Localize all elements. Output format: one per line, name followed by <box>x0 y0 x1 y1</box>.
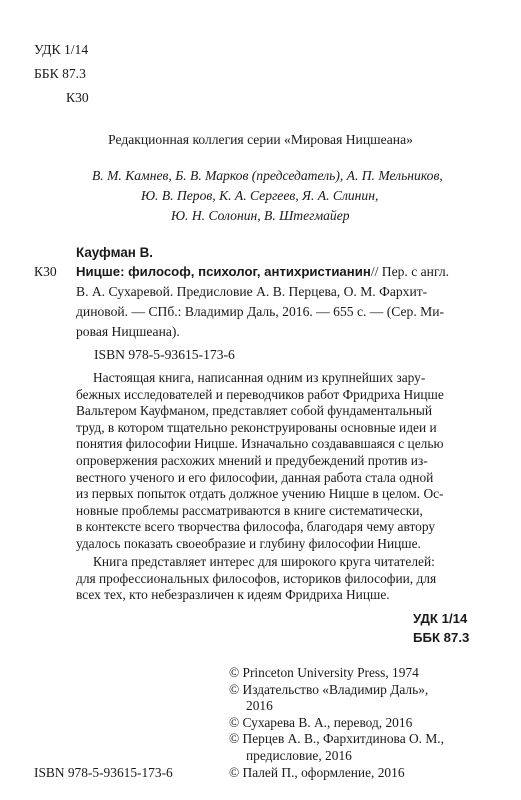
abstract-line: Настоящая книга, написанная одним из крупнейших зару- <box>93 370 426 385</box>
record-author-mark: К30 <box>34 264 57 279</box>
record-line-3: диновой. — СПб.: Владимир Даль, 2016. — 655 с. — (Сер. Ми- <box>76 304 445 319</box>
record-title-line <box>76 264 449 280</box>
copyright-line: 2016 <box>246 698 273 714</box>
record-author: Кауфман В. <box>76 245 153 260</box>
abstract-line: в контексте всего творчества философа, благодаря чему автору <box>76 519 436 535</box>
abstract-paragraph-1 <box>76 370 444 553</box>
copyright-line: © Сухарева В. А., перевод, 2016 <box>229 714 413 730</box>
copyright-line: © Палей П., оформление, 2016 <box>229 764 405 780</box>
copyright-line: предисловие, 2016 <box>246 747 352 763</box>
copyright-line: © Princeton University Press, 1974 <box>229 665 419 680</box>
copyright-block <box>229 665 444 781</box>
board-members-line-1: В. М. Камнев, Б. В. Марков (председатель), А. П. Мельников, <box>92 168 443 183</box>
bottom-isbn: ISBN 978-5-93615-173-6 <box>34 765 173 780</box>
abstract-paragraph-2 <box>76 554 436 604</box>
abstract-line: понятия философии Ницше. Изначально создававшаяся с целью <box>76 436 444 452</box>
record-title-rest: // Пер. с англ. <box>370 264 450 279</box>
abstract-line: бежных исследователей и переводчиков работ Фридриха Ницше <box>76 386 444 402</box>
author-mark: К30 <box>66 90 89 105</box>
record-title: Ницше: философ, психолог, антихристианин <box>76 264 371 279</box>
record-isbn: ISBN 978-5-93615-173-6 <box>94 347 235 362</box>
abstract-line: вестного ученого и его философии, данная работа стала одной <box>76 469 434 485</box>
footer-bbk-code: ББК 87.3 <box>413 630 470 645</box>
abstract-line: новные проблемы рассматриваются в книге систематически, <box>76 502 423 518</box>
board-members-line-3: Ю. Н. Солонин, В. Штегмайер <box>171 208 350 223</box>
board-title: Редакционная коллегия серии «Мировая Ницшеана» <box>108 132 413 147</box>
abstract-line: всех тех, кто небезразличен к идеям Фридриха Ницше. <box>76 587 390 603</box>
abstract-line: Вальтером Кауфманом, представляет собой фундаментальный <box>76 403 433 419</box>
abstract-line: опровержения расхожих мнений и предубеждений против из- <box>76 452 428 468</box>
abstract-line: труд, в котором тщательно реконструированы основные идеи и <box>76 419 437 435</box>
abstract-line: из первых попыток отдать должное учению Ницше в целом. Ос- <box>76 486 444 502</box>
record-line-2: В. А. Сухаревой. Предисловие А. В. Перцева, О. М. Фархит- <box>76 284 428 299</box>
bbk-code: ББК 87.3 <box>34 66 86 81</box>
copyright-line: © Издательство «Владимир Даль», <box>229 681 429 697</box>
footer-udk-code: УДК 1/14 <box>413 611 468 626</box>
abstract-line: для профессиональных философов, историков философии, для <box>76 570 437 586</box>
abstract-line: Книга представляет интерес для широкого круга читателей: <box>93 554 435 569</box>
abstract-line: удалось показать своеобразие и глубину философии Ницше. <box>76 535 421 551</box>
record-line-4: ровая Ницшеана). <box>76 324 180 339</box>
udk-code: УДК 1/14 <box>34 42 89 57</box>
board-members-line-2: Ю. В. Перов, К. А. Сергеев, Я. А. Слинин, <box>141 188 379 203</box>
copyright-line: © Перцев А. В., Фархитдинова О. М., <box>229 731 444 747</box>
